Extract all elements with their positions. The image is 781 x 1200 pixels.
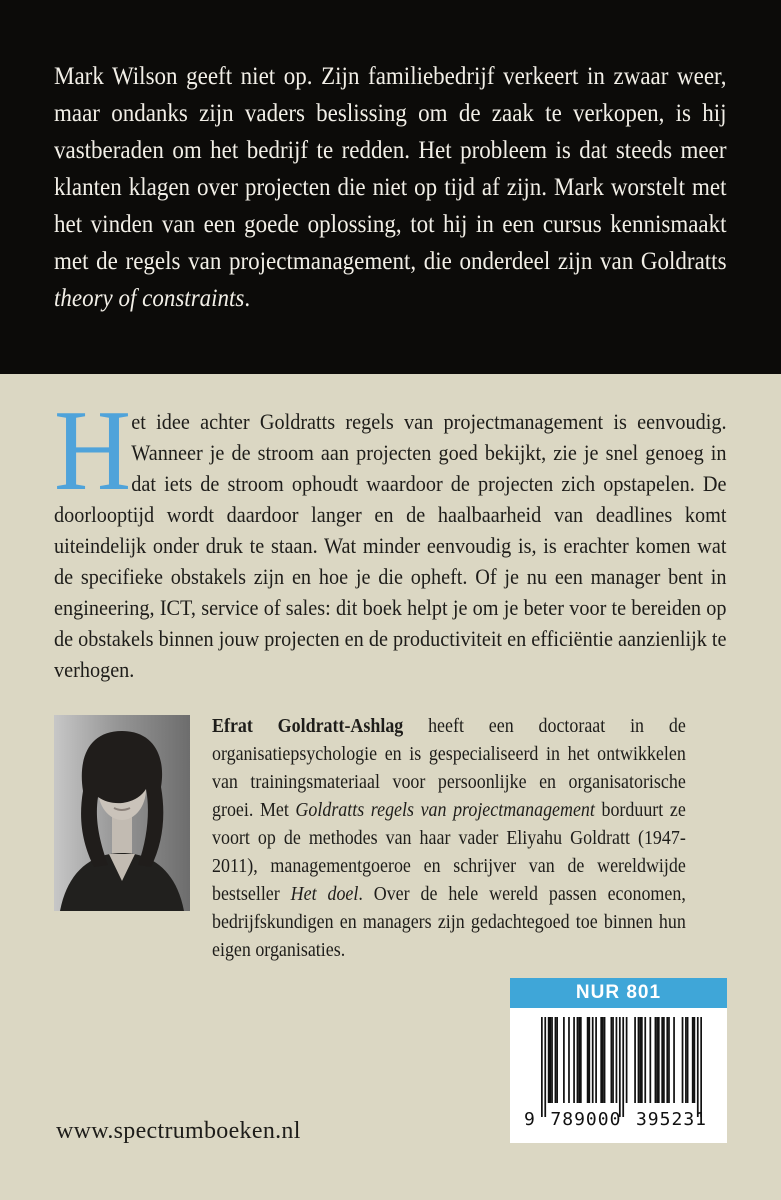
ean-barcode — [541, 1017, 702, 1117]
portrait-illustration — [54, 715, 190, 911]
synopsis-text: Mark Wilson geeft niet op. Zijn familiebedrijf verkeert in zwaar weer, maar ondanks zijn vaders beslissing om de zaak te verkopen, is hij vastberaden om het bedrijf te redden. Het probleem is dat steeds meer klanten klagen over projecten die niet op tijd af zijn. Mark worstelt met het vinden van een goede oplossing, tot hij in een cursus kennismaakt met de regels van projectmanagement, die onderdeel zijn van Goldratts theory of constraints. — [54, 63, 727, 312]
ean-digit-group: 789000 — [550, 1109, 622, 1130]
ean-digit-group: 395231 — [635, 1109, 707, 1130]
ean-barcode-bars — [541, 1017, 702, 1117]
synopsis-panel — [0, 0, 781, 374]
barcode-panel — [510, 978, 727, 1143]
book-description — [54, 387, 727, 685]
author-portrait-photo — [54, 715, 190, 911]
drop-cap: H — [54, 387, 132, 515]
publisher-website: www.spectrumboeken.nl — [56, 1118, 301, 1144]
ean-digit-group: 9 — [524, 1109, 536, 1130]
author-bio-text: Efrat Goldratt-Ashlag heeft een doctoraat in de organisatiepsychologie en is gespecialiseerd in het ontwikkelen van trainingsmateriaal voor persoonlijke en organisatorische groei. Met Goldratts regels van projectmanagement borduurt ze voort op de methodes van haar vader Eliyahu Goldratt (1947-2011), managementgoeroe en schrijver van de wereldwijde bestseller Het doel. Over de hele wereld passen economen, bedrijfskundigen en managers zijn gedachtegoed toe binnen hun eigen organisaties. — [212, 716, 686, 961]
author-bio-section — [54, 711, 727, 961]
ean-number — [524, 1109, 707, 1130]
nur-badge: NUR 801 — [510, 978, 727, 1008]
description-text: et idee achter Goldratts regels van projectmanagement is eenvoudig. Wanneer je de stroom aan projecten goed bekijkt, zie je snel genoeg in dat iets de stroom ophoudt waardoor de projecten zich opstapelen. De doorlooptijd wordt daardoor langer en de haalbaarheid van deadlines komt uiteindelijk onder druk te staan. Wat minder eenvoudig is, is erachter komen wat de specifieke obstakels zijn en hoe je die opheft. Of je nu een manager bent in engineering, ICT, service of sales: dit boek helpt je om je beter voor te bereiden op de obstakels binnen jouw projecten en de productiviteit en efficiëntie aanzienlijk te verhogen. — [54, 409, 727, 682]
